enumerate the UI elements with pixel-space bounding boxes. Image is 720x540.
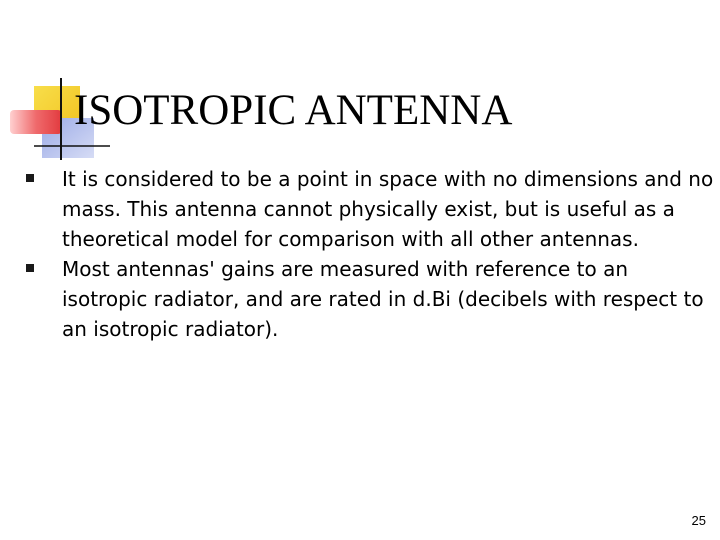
- bullet-list: [26, 164, 716, 344]
- bullet-item: [26, 254, 716, 344]
- bullet-text: Most antennas' gains are measured with reference to an isotropic radiator, and are rated in d.Bi (decibels with respect to an isotropic radiator).: [62, 257, 704, 341]
- color-blocks-logo: [0, 0, 120, 170]
- logo-red-block: [10, 110, 62, 134]
- page-number: 25: [691, 513, 706, 528]
- slide-title: ISOTROPIC ANTENNA: [74, 87, 513, 134]
- square-bullet-icon: [26, 264, 34, 272]
- square-bullet-icon: [26, 174, 34, 182]
- bullet-item: [26, 164, 716, 254]
- bullet-text: It is considered to be a point in space with no dimensions and no mass. This antenna cannot physically exist, but is useful as a theoretical model for comparison with all other antennas.: [62, 167, 714, 251]
